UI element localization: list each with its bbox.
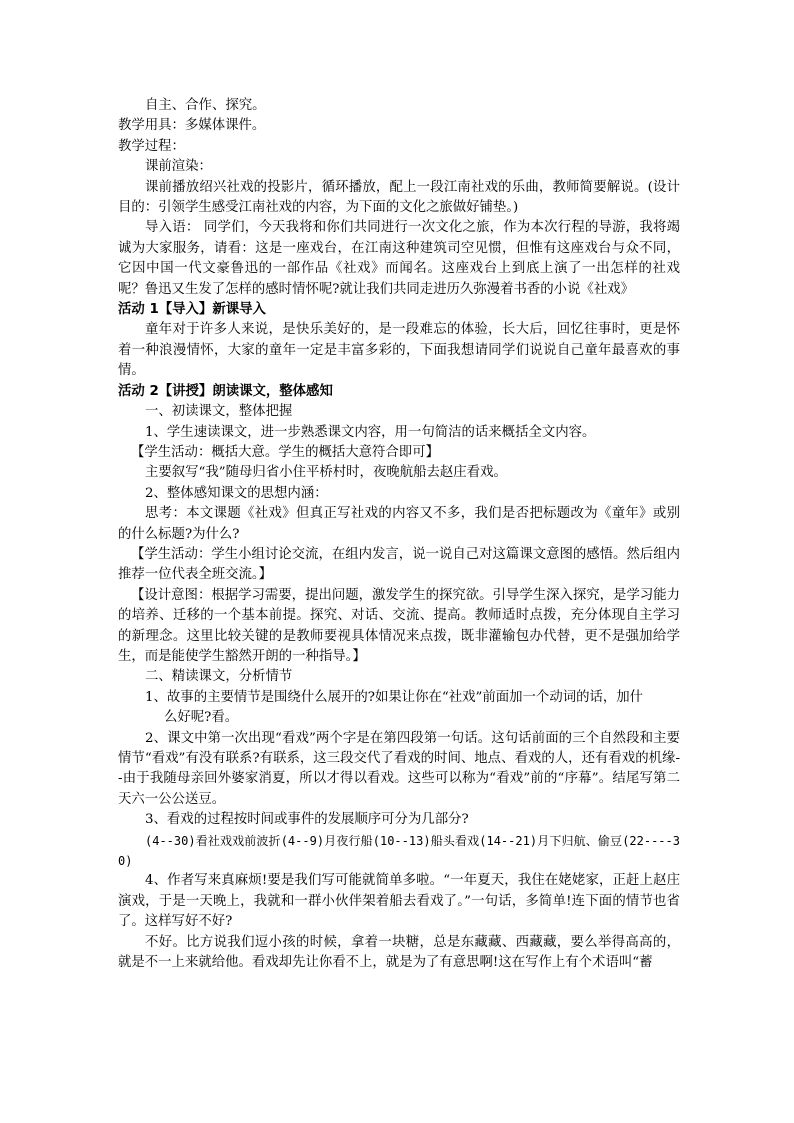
paragraph-teaching-method: 自主、合作、探究。 [145,98,266,113]
paragraph-question-4: 4、作者写来真麻烦!要是我们写可能就简单多啦。“一年夏天，我住在姥姥家，正赶上赵庄演戏，于是一天晚上，我就和一群小伙伴架着船去看戏了。”一句话，多简单!连下面的情节也省了。这样写好不好? [118,873,680,930]
paragraph-childhood: 童年对于许多人来说，是快乐美好的，是一段难忘的体验，长大后，回忆往事时，更是怀着一种浪漫情怀，大家的童年一定是丰富多彩的，下面我想请同学们说说自己童年最喜欢的事情。 [118,322,680,379]
paragraph-question-3: 3、看戏的过程按时间或事件的发展顺序可分为几部分? [145,812,469,828]
paragraph-student-activity-1: 【学生活动：概括大意。学生的概括大意符合即可】 [131,444,439,460]
paragraph-student-activity-2: 【学生活动：学生小组讨论交流，在组内发言，说一说自己对这篇课文意图的感悟。然后组内推荐一位代表全班交流。】 [118,546,681,583]
paragraph-question-1-cont: 么好呢?看。 [164,710,239,726]
paragraph-item-2: 2、整体感知课文的思想内涵： [145,485,328,501]
paragraph-intro-speech: 导入语： 同学们，今天我将和你们共同进行一次文化之旅，作为本次行程的导游，我将竭诚为大家服务，请看：这是一座戏台，在江南这种建筑司空见惯，但惟有这座戏台与众不同，它因中国一代文豪鲁迅的一部作品《社戏》而闻名。这座戏台上到底上演了一出怎样的社戏呢？鲁迅又生发了怎样的感时情怀呢?就让我们共同走进历久弥漫着书香的小说《社戏》 [118,220,680,297]
paragraph-item-1: 1、学生速读课文，进一步熟悉课文内容，用一句简洁的话来概括全文内容。 [145,424,596,440]
paragraph-thinking: 思考：本文课题《社戏》但真正写社戏的内容又不多，我们是否把标题改为《童年》或别的什么标题?为什么? [118,506,680,542]
paragraph-pre-class-detail: 课前播放绍兴社戏的投影片，循环播放，配上一段江南社戏的乐曲，教师简要解说。(设计目的：引领学生感受江南社戏的内容，为下面的文化之旅做好铺垫。) [118,179,680,216]
heading-activity-2: 活动 2【讲授】朗读课文，整体感知 [118,383,333,399]
heading-activity-1: 活动 1【导入】新课导入 [118,302,266,318]
paragraph-design-intent: 【设计意图：根据学习需要，提出问题，激发学生的探究欲。引导学生深入探究，是学习能力的培养、迁移的一个基本前提。探究、对话、交流、提高。教师适时点拨，充分体现自主学习的新理念。这里比较关键的是教师要视具体情况来点拨，既非灌输包办代替，更不是强加给学生，而是能使学生豁然开朗的一种指导。】 [118,587,681,664]
paragraph-main-content: 主要叙写“我”随母归省小住平桥村时，夜晚航船去赵庄看戏。 [145,465,507,481]
document-page [118,96,680,973]
paragraph-plot-sections: (4--30)看社戏戏前波折(4--9)月夜行船(10--13)船头看戏(14--21)月下归航、偷豆(22----30) [118,833,680,869]
paragraph-teaching-process: 教学过程： [118,138,185,154]
paragraph-section-2: 二、精读课文，分析情节 [145,669,293,685]
paragraph-pre-class: 课前渲染： [145,159,212,175]
paragraph-answer-4: 不好。比方说我们逗小孩的时候，拿着一块糖，总是东藏藏、西藏藏，要么举得高高的，就是不一上来就给他。看戏却先让你看不上，就是为了有意思啊!这在写作上有个术语叫“蓄 [118,934,680,971]
paragraph-section-1: 一、初读课文，整体把握 [145,404,293,420]
paragraph-question-2: 2、课文中第一次出现“看戏”两个字是在第四段第一句话。这句话前面的三个自然段和主要情节“看戏”有没有联系?有联系，这三段交代了看戏的时间、地点、看戏的人，还有看戏的机缘--由于我随母亲回外婆家消夏，所以才得以看戏。这些可以称为“看戏”前的“序幕”。结尾写第二天六一公公送豆。 [118,730,680,807]
paragraph-teaching-tools: 教学用具：多媒体课件。 [118,118,266,134]
paragraph-question-1: 1、故事的主要情节是围绕什么展开的?如果让你在“社戏”前面加一个动词的话，加什 [145,689,644,705]
